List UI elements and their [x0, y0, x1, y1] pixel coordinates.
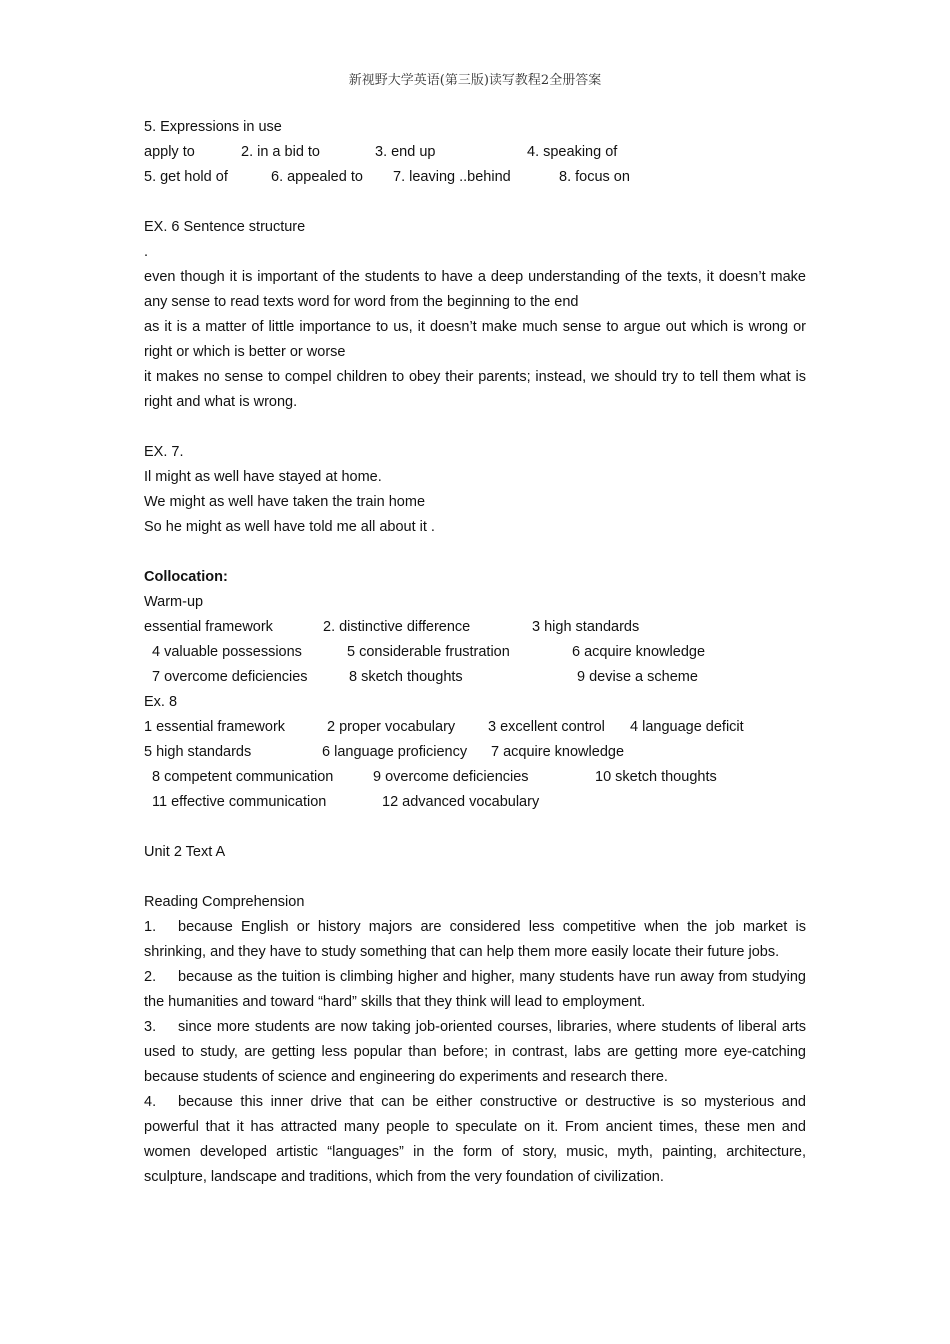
answer-item: 9 devise a scheme: [577, 669, 698, 685]
answer-item: 6 acquire knowledge: [572, 644, 706, 660]
ex8-row: [144, 740, 806, 765]
answer-item: 4. speaking of: [527, 144, 618, 160]
ex8-title: Ex. 8: [144, 694, 178, 710]
answer-item: 2 proper vocabulary: [327, 719, 456, 735]
ex8-row: [144, 790, 806, 815]
warmup-row: [144, 615, 806, 640]
reading-comprehension-title: Reading Comprehension: [144, 894, 305, 910]
page-header: 新视野大学英语(第三版)读写教程2全册答案: [348, 73, 602, 88]
answer-item: 8. focus on: [559, 169, 630, 185]
answer-item: 7 overcome deficiencies: [152, 669, 308, 685]
answer-text: because English or history majors are considered less competitive when the job market is shrinking, and they have to study something that can help them more easily locate their future jobs.: [144, 919, 806, 960]
answer-number: 4.: [144, 1094, 157, 1110]
answer-item: 3 excellent control: [488, 719, 605, 735]
answer-item: 6. appealed to: [271, 169, 363, 185]
answer-item: 8 sketch thoughts: [349, 669, 463, 685]
ex7-line: So he might as well have told me all about it .: [144, 519, 435, 535]
answer-text: because this inner drive that can be either constructive or destructive is so mysterious and powerful that it has attracted many people to speculate on it. From ancient times, these men and women developed artistic “languages” in the form of story, music, myth, painting, architecture, sculpture, landscape and traditions, which from the very foundation of civilization.: [144, 1094, 806, 1185]
answer-item: 8 competent communication: [152, 769, 334, 785]
answer-text: since more students are now taking job-oriented courses, libraries, where students of liberal arts used to study, are getting less popular than before; in contrast, labs are getting more eye-catching because students of science and engineering do experiments and research there.: [144, 1019, 806, 1085]
ex6-title: EX. 6 Sentence structure: [144, 219, 306, 235]
answer-item: 5 considerable frustration: [347, 644, 510, 660]
answer-item: 6 language proficiency: [322, 744, 468, 760]
ex6-sentence: even though it is important of the students to have a deep understanding of the texts, it doesn’t make any sense to read texts word for word from the beginning to the end: [144, 269, 806, 310]
answer-item: 3 high standards: [532, 619, 640, 635]
answer-item: 5 high standards: [144, 744, 252, 760]
ex5-row1: [144, 140, 806, 165]
answer-number: 1.: [144, 919, 157, 935]
comprehension-answer: [144, 1090, 806, 1190]
ex6-sentence: it makes no sense to compel children to obey their parents; instead, we should try to tell them what is right and what is wrong.: [144, 369, 806, 410]
ex5-title: 5. Expressions in use: [144, 119, 282, 135]
ex6-sentence: as it is a matter of little importance to us, it doesn’t make much sense to argue out which is wrong or right or which is better or worse: [144, 319, 806, 360]
warmup-row: [144, 665, 806, 690]
ex7-title: EX. 7.: [144, 444, 184, 460]
answer-item: 2. distinctive difference: [323, 619, 471, 635]
ex6-dot: .: [144, 244, 149, 260]
answer-item: 7 acquire knowledge: [491, 744, 625, 760]
comprehension-answer: [144, 915, 806, 965]
answer-item: 10 sketch thoughts: [595, 769, 717, 785]
unit-title: Unit 2 Text A: [144, 844, 226, 860]
answer-item: 1 essential framework: [144, 719, 286, 735]
ex7-line: Il might as well have stayed at home.: [144, 469, 382, 485]
warmup-title: Warm-up: [144, 594, 204, 610]
answer-item: apply to: [144, 144, 195, 160]
comprehension-answer: [144, 965, 806, 1015]
answer-item: 4 valuable possessions: [152, 644, 302, 660]
ex7-line: We might as well have taken the train home: [144, 494, 426, 510]
collocation-title: Collocation:: [144, 569, 228, 585]
answer-item: 12 advanced vocabulary: [382, 794, 540, 810]
comprehension-answer: [144, 1015, 806, 1090]
answer-item: 4 language deficit: [630, 719, 744, 735]
document-body: [144, 115, 806, 1190]
ex8-row: [144, 765, 806, 790]
ex8-row: [144, 715, 806, 740]
answer-text: because as the tuition is climbing higher and higher, many students have run away from studying the humanities and toward “hard” skills that they think will lead to employment.: [144, 969, 806, 1010]
answer-item: 11 effective communication: [152, 794, 327, 810]
answer-item: 5. get hold of: [144, 169, 228, 185]
answer-item: essential framework: [144, 619, 273, 635]
answer-item: 7. leaving ..behind: [393, 169, 511, 185]
answer-item: 2. in a bid to: [241, 144, 320, 160]
answer-item: 3. end up: [375, 144, 436, 160]
answer-item: 9 overcome deficiencies: [373, 769, 529, 785]
answer-number: 3.: [144, 1019, 157, 1035]
ex5-row2: [144, 165, 806, 190]
warmup-row: [144, 640, 806, 665]
answer-number: 2.: [144, 969, 157, 985]
